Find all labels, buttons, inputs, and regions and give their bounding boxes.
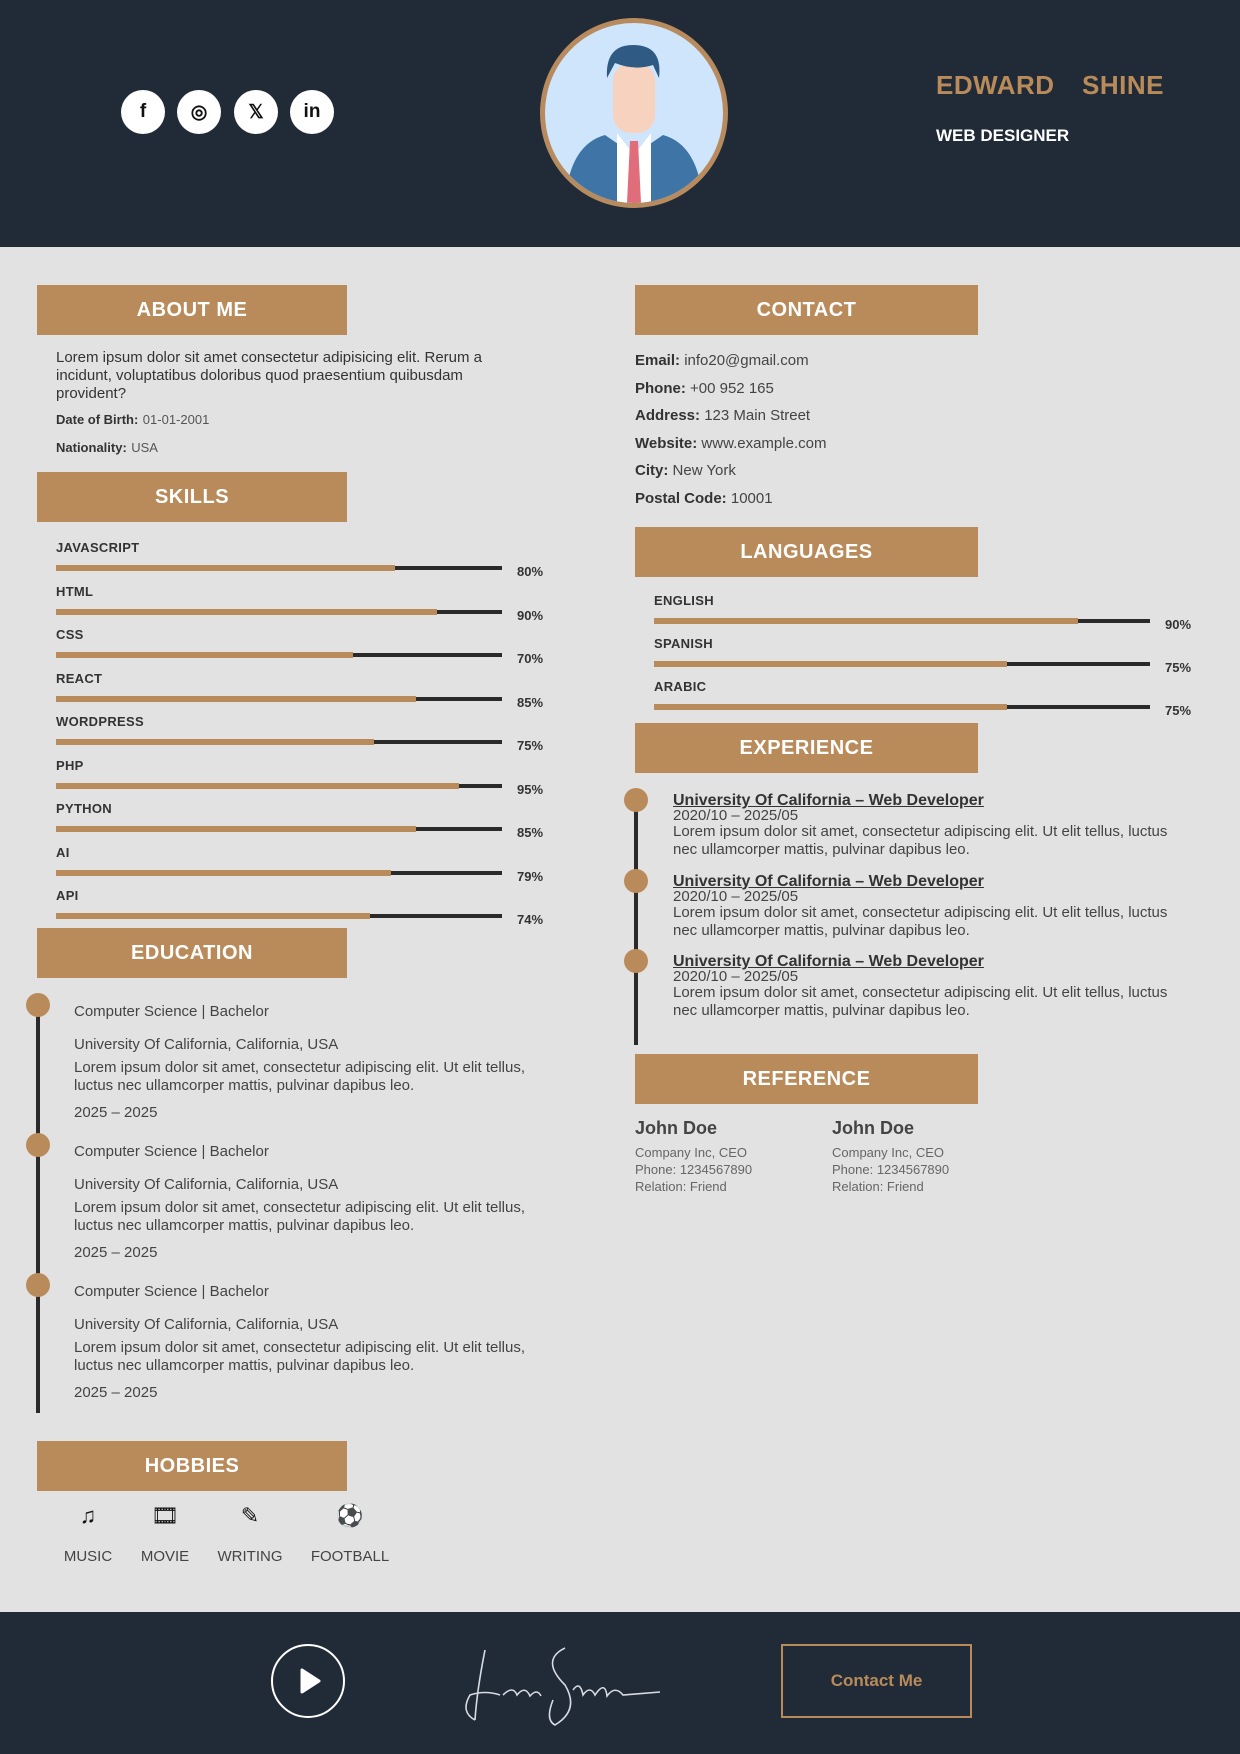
reference-name: John Doe bbox=[832, 1118, 915, 1138]
language-percent: 75% bbox=[1165, 703, 1192, 718]
experience-date: 2020/10 – 2025/05 bbox=[673, 968, 799, 985]
experience-date: 2020/10 – 2025/05 bbox=[673, 887, 799, 905]
education-degree: Computer Science | Bachelor bbox=[74, 1143, 269, 1160]
skill-name: WORDPRESS bbox=[56, 714, 144, 729]
contact-label: Address: bbox=[635, 407, 701, 424]
reference-relation: Relation: Friend bbox=[832, 1179, 924, 1194]
skills-heading: SKILLS bbox=[37, 472, 347, 522]
language-bar bbox=[654, 662, 1150, 666]
skill-bar bbox=[56, 914, 502, 918]
skill-bar-fill bbox=[56, 565, 395, 571]
contact-value: www.example.com bbox=[701, 434, 827, 452]
contact-label: Phone: bbox=[635, 379, 686, 397]
skill-bar-fill bbox=[56, 696, 416, 702]
film-icon: 🎞 bbox=[151, 1503, 179, 1528]
skill-bar bbox=[56, 653, 502, 657]
education-degree: Computer Science | Bachelor bbox=[74, 1003, 269, 1020]
skill-percent: 80% bbox=[517, 564, 544, 579]
language-bar-fill bbox=[654, 618, 1078, 624]
music-icon: ♫ bbox=[79, 1503, 97, 1528]
contact-value: info20@gmail.com bbox=[684, 352, 809, 369]
hobby-label: MOVIE bbox=[140, 1548, 190, 1565]
skill-bar-fill bbox=[56, 913, 370, 919]
education-years: 2025 – 2025 bbox=[74, 1244, 158, 1261]
experience-description: Lorem ipsum dolor sit amet, consectetur adipiscing elit. Ut elit tellus, luctus nec ullamcorper mattis, pulvinar dapibus leo. bbox=[673, 984, 1168, 1019]
social-button-instagram[interactable] bbox=[177, 90, 221, 134]
social-button-facebook[interactable] bbox=[121, 90, 165, 134]
education-school: University Of California, California, USA bbox=[74, 1176, 339, 1193]
skill-name: JAVASCRIPT bbox=[56, 540, 140, 555]
instagram-icon: ◎ bbox=[190, 101, 208, 123]
contact-value: 10001 bbox=[730, 489, 773, 507]
skill-bar-fill bbox=[56, 739, 374, 745]
reference-relation: Relation: Friend bbox=[635, 1179, 727, 1194]
contact-value: 123 Main Street bbox=[704, 407, 811, 424]
contact-address bbox=[635, 407, 810, 424]
reference-company: Company Inc, CEO bbox=[635, 1145, 747, 1160]
language-name: ARABIC bbox=[654, 679, 707, 694]
contact-city bbox=[635, 462, 736, 479]
education-description: Lorem ipsum dolor sit amet, consectetur adipiscing elit. Ut elit tellus, luctus nec ullamcorper mattis, pulvinar dapibus leo. bbox=[74, 1059, 526, 1094]
profile-photo bbox=[540, 18, 728, 208]
contact-label: Website: bbox=[635, 434, 698, 452]
skill-bar-fill bbox=[56, 826, 416, 832]
language-bar bbox=[654, 705, 1150, 709]
skill-bar bbox=[56, 610, 502, 614]
football-icon: ⚽ bbox=[336, 1503, 364, 1528]
hobby-label: FOOTBALL bbox=[310, 1548, 390, 1565]
language-percent: 75% bbox=[1165, 660, 1192, 675]
reference-company: Company Inc, CEO bbox=[832, 1145, 944, 1160]
contact-postal-code bbox=[635, 490, 773, 507]
reference-phone: Phone: 1234567890 bbox=[832, 1162, 950, 1177]
experience-timeline bbox=[634, 800, 638, 1045]
contact-label: Email: bbox=[635, 352, 681, 369]
timeline-dot bbox=[26, 993, 50, 1017]
skill-bar bbox=[56, 697, 502, 701]
dob-label: Date of Birth: bbox=[56, 412, 139, 427]
skill-percent: 85% bbox=[517, 694, 544, 710]
timeline-dot bbox=[26, 1133, 50, 1157]
language-bar bbox=[654, 619, 1150, 623]
nationality-value: USA bbox=[131, 440, 158, 455]
skill-bar bbox=[56, 827, 502, 831]
play-button[interactable] bbox=[271, 1644, 345, 1718]
reference-phone: Phone: 1234567890 bbox=[635, 1162, 753, 1177]
experience-description: Lorem ipsum dolor sit amet, consectetur adipiscing elit. Ut elit tellus, luctus nec ullamcorper mattis, pulvinar dapibus leo. bbox=[673, 903, 1168, 939]
experience-heading: EXPERIENCE bbox=[635, 723, 978, 773]
language-percent: 90% bbox=[1165, 617, 1192, 632]
skill-name: AI bbox=[56, 844, 70, 860]
experience-title: University Of California – Web Developer bbox=[673, 872, 984, 890]
education-heading: EDUCATION bbox=[37, 928, 347, 978]
facebook-icon: f bbox=[139, 101, 147, 122]
experience-date: 2020/10 – 2025/05 bbox=[673, 807, 799, 824]
x-icon: 𝕏 bbox=[248, 101, 264, 123]
skill-percent: 90% bbox=[517, 607, 544, 623]
timeline-dot bbox=[624, 788, 648, 812]
contact-phone bbox=[635, 380, 774, 397]
skill-percent: 79% bbox=[517, 868, 544, 884]
skill-percent: 85% bbox=[517, 825, 544, 840]
hobbies-heading: HOBBIES bbox=[37, 1441, 347, 1491]
avatar-icon bbox=[545, 23, 723, 203]
language-name: ENGLISH bbox=[654, 593, 714, 608]
experience-description: Lorem ipsum dolor sit amet, consectetur adipiscing elit. Ut elit tellus, luctus nec ullamcorper mattis, pulvinar dapibus leo. bbox=[673, 823, 1168, 858]
pencil-icon: ✎ bbox=[240, 1503, 260, 1528]
skill-bar bbox=[56, 566, 502, 570]
language-bar-fill bbox=[654, 661, 1007, 667]
contact-value: +00 952 165 bbox=[690, 379, 774, 397]
education-description: Lorem ipsum dolor sit amet, consectetur adipiscing elit. Ut elit tellus, luctus nec ullamcorper mattis, pulvinar dapibus leo. bbox=[74, 1339, 526, 1374]
skill-bar bbox=[56, 740, 502, 744]
nationality-label: Nationality: bbox=[56, 440, 127, 455]
about-heading: ABOUT ME bbox=[37, 285, 347, 335]
hobby-label: MUSIC bbox=[63, 1548, 113, 1565]
contact-website bbox=[635, 435, 826, 452]
dob-row bbox=[56, 411, 209, 429]
language-name: SPANISH bbox=[654, 636, 713, 651]
linkedin-icon: in bbox=[303, 101, 321, 122]
timeline-dot bbox=[624, 869, 648, 893]
education-description: Lorem ipsum dolor sit amet, consectetur adipiscing elit. Ut elit tellus, luctus nec ullamcorper mattis, pulvinar dapibus leo. bbox=[74, 1199, 526, 1234]
experience-title: University Of California – Web Developer bbox=[673, 953, 984, 970]
reference-heading: REFERENCE bbox=[635, 1054, 978, 1104]
skill-bar-fill bbox=[56, 652, 353, 658]
skill-percent: 75% bbox=[517, 738, 544, 753]
skill-bar-fill bbox=[56, 870, 391, 876]
dob-value: 01-01-2001 bbox=[142, 412, 210, 427]
contact-heading: CONTACT bbox=[635, 285, 978, 335]
education-years: 2025 – 2025 bbox=[74, 1384, 158, 1401]
reference-name: John Doe bbox=[635, 1118, 718, 1138]
skill-bar bbox=[56, 784, 502, 788]
skill-name: PHP bbox=[56, 757, 84, 773]
experience-title: University Of California – Web Developer bbox=[673, 792, 984, 809]
skill-bar-fill bbox=[56, 609, 437, 615]
signature bbox=[455, 1640, 675, 1730]
skill-name: HTML bbox=[56, 583, 94, 599]
contact-email bbox=[635, 352, 809, 369]
skill-name: PYTHON bbox=[56, 801, 112, 816]
hobby-label: WRITING bbox=[217, 1548, 283, 1565]
timeline-dot bbox=[624, 949, 648, 973]
contact-value: New York bbox=[672, 462, 736, 479]
play-icon bbox=[273, 1646, 343, 1716]
about-text: Lorem ipsum dolor sit amet consectetur adipisicing elit. Rerum a incidunt, voluptatibus doloribus quod praesentium quibusdam provident? bbox=[56, 349, 483, 402]
signature-image bbox=[455, 1640, 675, 1730]
languages-heading: LANGUAGES bbox=[635, 527, 978, 577]
education-degree: Computer Science | Bachelor bbox=[74, 1283, 269, 1300]
candidate-role: WEB DESIGNER bbox=[936, 126, 1070, 145]
contact-label: City: bbox=[635, 462, 669, 479]
skill-percent: 70% bbox=[517, 651, 544, 666]
skill-percent: 95% bbox=[517, 781, 544, 797]
skill-name: REACT bbox=[56, 670, 103, 686]
education-school: University Of California, California, USA bbox=[74, 1036, 339, 1053]
skill-percent: 74% bbox=[517, 912, 544, 927]
social-button-linkedin[interactable] bbox=[290, 90, 334, 134]
candidate-name: EDWARD SHINE bbox=[936, 70, 1164, 100]
skill-name: API bbox=[56, 888, 79, 903]
contact-me-button[interactable]: Contact Me bbox=[781, 1644, 972, 1718]
language-bar-fill bbox=[654, 704, 1007, 710]
contact-label: Postal Code: bbox=[635, 489, 727, 507]
education-school: University Of California, California, USA bbox=[74, 1316, 339, 1333]
skill-name: CSS bbox=[56, 627, 84, 642]
education-timeline bbox=[36, 1005, 40, 1413]
skill-bar-fill bbox=[56, 783, 459, 789]
timeline-dot bbox=[26, 1273, 50, 1297]
social-button-x[interactable] bbox=[234, 90, 278, 134]
education-years: 2025 – 2025 bbox=[74, 1104, 158, 1121]
nationality-row bbox=[56, 439, 158, 457]
skill-bar bbox=[56, 871, 502, 875]
